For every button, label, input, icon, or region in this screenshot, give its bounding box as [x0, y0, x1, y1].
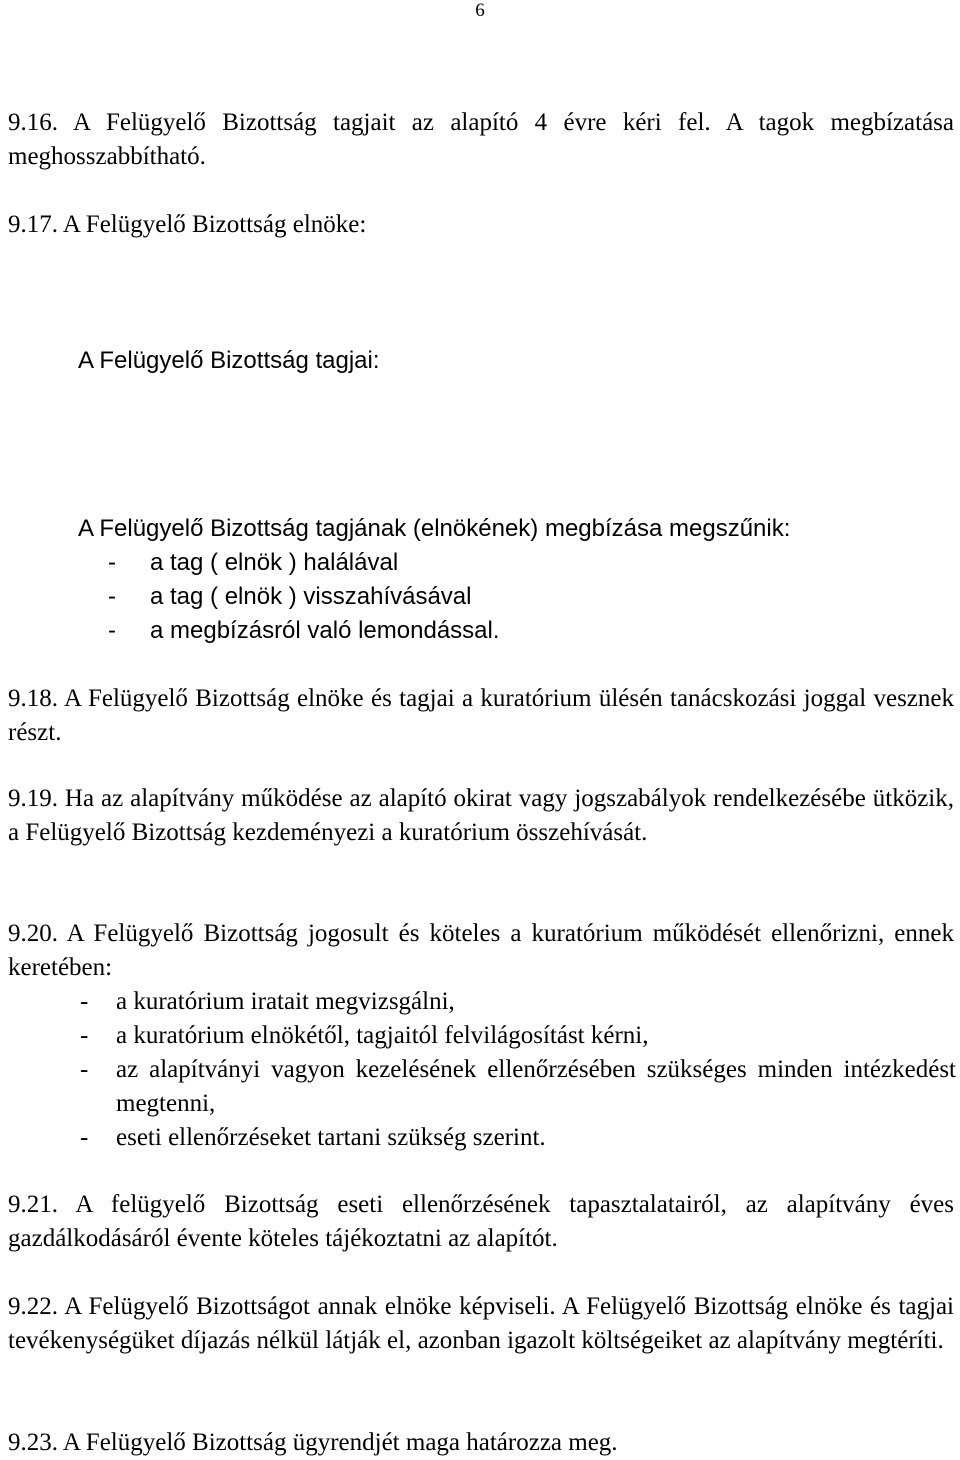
- section-9-17: 9.17. A Felügyelő Bizottság elnöke:: [8, 211, 367, 238]
- section-9-22: 9.22. A Felügyelő Bizottságot annak elnöke képviseli. A Felügyelő Bizottság elnöke és tagjai tevékenységüket díjazás nélkül látják el, azonban igazolt költségeiket az alapítvány megtéríti.: [8, 1293, 954, 1354]
- list-item: - a kuratórium iratait megvizsgálni,: [80, 985, 956, 1019]
- bullet-dash: -: [108, 583, 116, 610]
- section-9-19: 9.19. Ha az alapítvány működése az alapító okirat vagy jogszabályok rendelkezésébe ütközik, a Felügyelő Bizottság kezdeményezi a kuratórium összehívását.: [8, 785, 954, 846]
- section-9-21: 9.21. A felügyelő Bizottság eseti ellenőrzésének tapasztalatairól, az alapítvány éves gazdálkodásáról évente köteles tájékoztatni az alapítót.: [8, 1191, 954, 1252]
- list-item: - a tag ( elnök ) visszahívásával: [108, 580, 948, 614]
- bullet-dash: -: [80, 1022, 89, 1049]
- supervisory-board-members-heading: A Felügyelő Bizottság tagjai:: [78, 347, 380, 374]
- bullet-dash: -: [80, 1124, 89, 1151]
- bullet-dash: -: [80, 988, 89, 1015]
- section-9-18: 9.18. A Felügyelő Bizottság elnöke és tagjai a kuratórium ülésén tanácskozási joggal vesznek részt.: [8, 685, 954, 746]
- inspection-duties-list: [80, 985, 956, 1155]
- section-9-20: 9.20. A Felügyelő Bizottság jogosult és köteles a kuratórium működését ellenőrizni, ennek keretében:: [8, 920, 954, 981]
- list-item: - az alapítványi vagyon kezelésének ellenőrzésében szükséges minden intézkedést megtenni,: [80, 1053, 956, 1121]
- mandate-termination-heading: A Felügyelő Bizottság tagjának (elnökének) megbízása megszűnik:: [78, 515, 791, 542]
- list-item: - eseti ellenőrzéseket tartani szükség szerint.: [80, 1121, 956, 1155]
- bullet-dash: -: [108, 549, 116, 576]
- list-item: - a kuratórium elnökétől, tagjaitól felvilágosítást kérni,: [80, 1019, 956, 1053]
- page-number: 6: [475, 0, 485, 21]
- termination-list: [108, 546, 948, 648]
- bullet-dash: -: [80, 1056, 89, 1083]
- section-9-16: 9.16. A Felügyelő Bizottság tagjait az alapító 4 évre kéri fel. A tagok megbízatása meghosszabbítható.: [8, 109, 954, 170]
- list-item: - a tag ( elnök ) halálával: [108, 546, 948, 580]
- list-item: - a megbízásról való lemondással.: [108, 614, 948, 648]
- bullet-dash: -: [108, 617, 116, 644]
- section-9-23: 9.23. A Felügyelő Bizottság ügyrendjét maga határozza meg.: [8, 1429, 618, 1456]
